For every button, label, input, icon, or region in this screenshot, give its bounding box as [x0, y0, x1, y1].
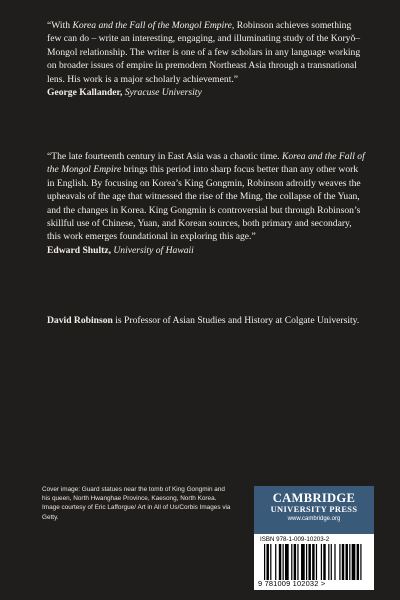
barcode-arrow: >: [320, 579, 326, 588]
barcode-bar: [297, 544, 298, 580]
barcode-icon: [264, 544, 364, 580]
barcode-bar: [316, 544, 317, 580]
barcode-bar: [266, 544, 268, 580]
author-bio-text: is Professor of Asian Studies and History at Colgate University.: [112, 315, 360, 326]
barcode-bar: [306, 544, 307, 580]
endorsement-text: “The late fourteenth century in East Asia was a chaotic time. Korea and the Fall of the Mongol Empire brings this period into sharp focus better than any other work in English. By focusing on Korea’s King Gongmin, Robinson adroitly weaves the upheavals of the age that witnessed the rise of the Ming, the collapse of the Yuan, and the changes in Korea. King Gongmin is controversial but through Robinson’s skillful use of Chinese, Yuan, and Korean sources, both primary and secondary, this work emerges foundational in exploring this age.”: [47, 151, 365, 243]
publisher-name: CAMBRIDGE: [272, 491, 356, 505]
publisher-logo-box: [254, 486, 374, 534]
barcode-bar: [349, 544, 350, 580]
barcode-bar: [294, 544, 296, 580]
barcode-bar: [270, 544, 271, 580]
author-affiliation: Syracuse University: [124, 87, 202, 99]
barcode-bar: [342, 544, 344, 580]
barcode-bar: [328, 544, 329, 580]
cover-image-credit: Cover image: Guard statues near the tomb of King Gongmin and his queen, North Hwanghae Province, Kaesong, North Korea. Image courtesy of Eric Lafforgue/ Art in All of Us/Corbis Images via Getty.: [42, 486, 231, 521]
barcode-bar: [283, 544, 284, 580]
isbn-barcode-box: [254, 534, 374, 590]
barcode-bar: [291, 544, 292, 580]
barcode-bar: [339, 544, 340, 580]
barcode-bar: [301, 544, 305, 580]
barcode-bar: [331, 544, 332, 580]
endorsement-author: Edward Shultz, University of Hawaii: [47, 244, 194, 256]
barcode-bar: [279, 544, 281, 580]
book-title: Korea and the Fall of the Mongol Empire: [47, 151, 365, 176]
author-affiliation: University of Hawaii: [113, 244, 194, 256]
barcode-bar: [360, 544, 361, 580]
barcode-bar: [264, 544, 265, 580]
barcode-bar: [345, 544, 347, 580]
barcode-bar: [323, 544, 325, 580]
barcode-bar: [352, 544, 356, 580]
endorsement-text: “With Korea and the Fall of the Mongol Empire, Robinson achieves something few can do – write an interesting, engaging, and illuminating study of the Koryŏ–Mongol relationship. The writer is one of a few scholars in any language working on broader issues of empire in premodern Northeast Asia through a transnational lens. His work is a major scholarly achievement.”: [47, 20, 361, 85]
barcode-bar: [321, 544, 322, 580]
barcode-digits: 9 781009 102032 >: [258, 579, 326, 588]
barcode-bar: [308, 544, 310, 580]
barcode-bar: [312, 544, 314, 580]
barcode-bar: [334, 544, 335, 580]
book-title: Korea and the Fall of the Mongol Empire: [72, 20, 232, 31]
publisher-url: www.cambridge.org: [287, 516, 341, 522]
author-bio: [47, 314, 365, 327]
isbn-label: ISBN 978-1-009-10203-2: [260, 536, 330, 543]
endorsement-author: George Kallander, Syracuse University: [47, 87, 202, 99]
publisher-press: UNIVERSITY PRESS: [270, 505, 358, 514]
barcode-bar: [275, 544, 276, 580]
author-name: David Robinson: [47, 315, 113, 326]
endorsement-shultz: [47, 150, 365, 257]
endorsement-kallander: [47, 19, 365, 99]
barcode-bar: [285, 544, 289, 580]
barcode-bar: [357, 544, 359, 580]
